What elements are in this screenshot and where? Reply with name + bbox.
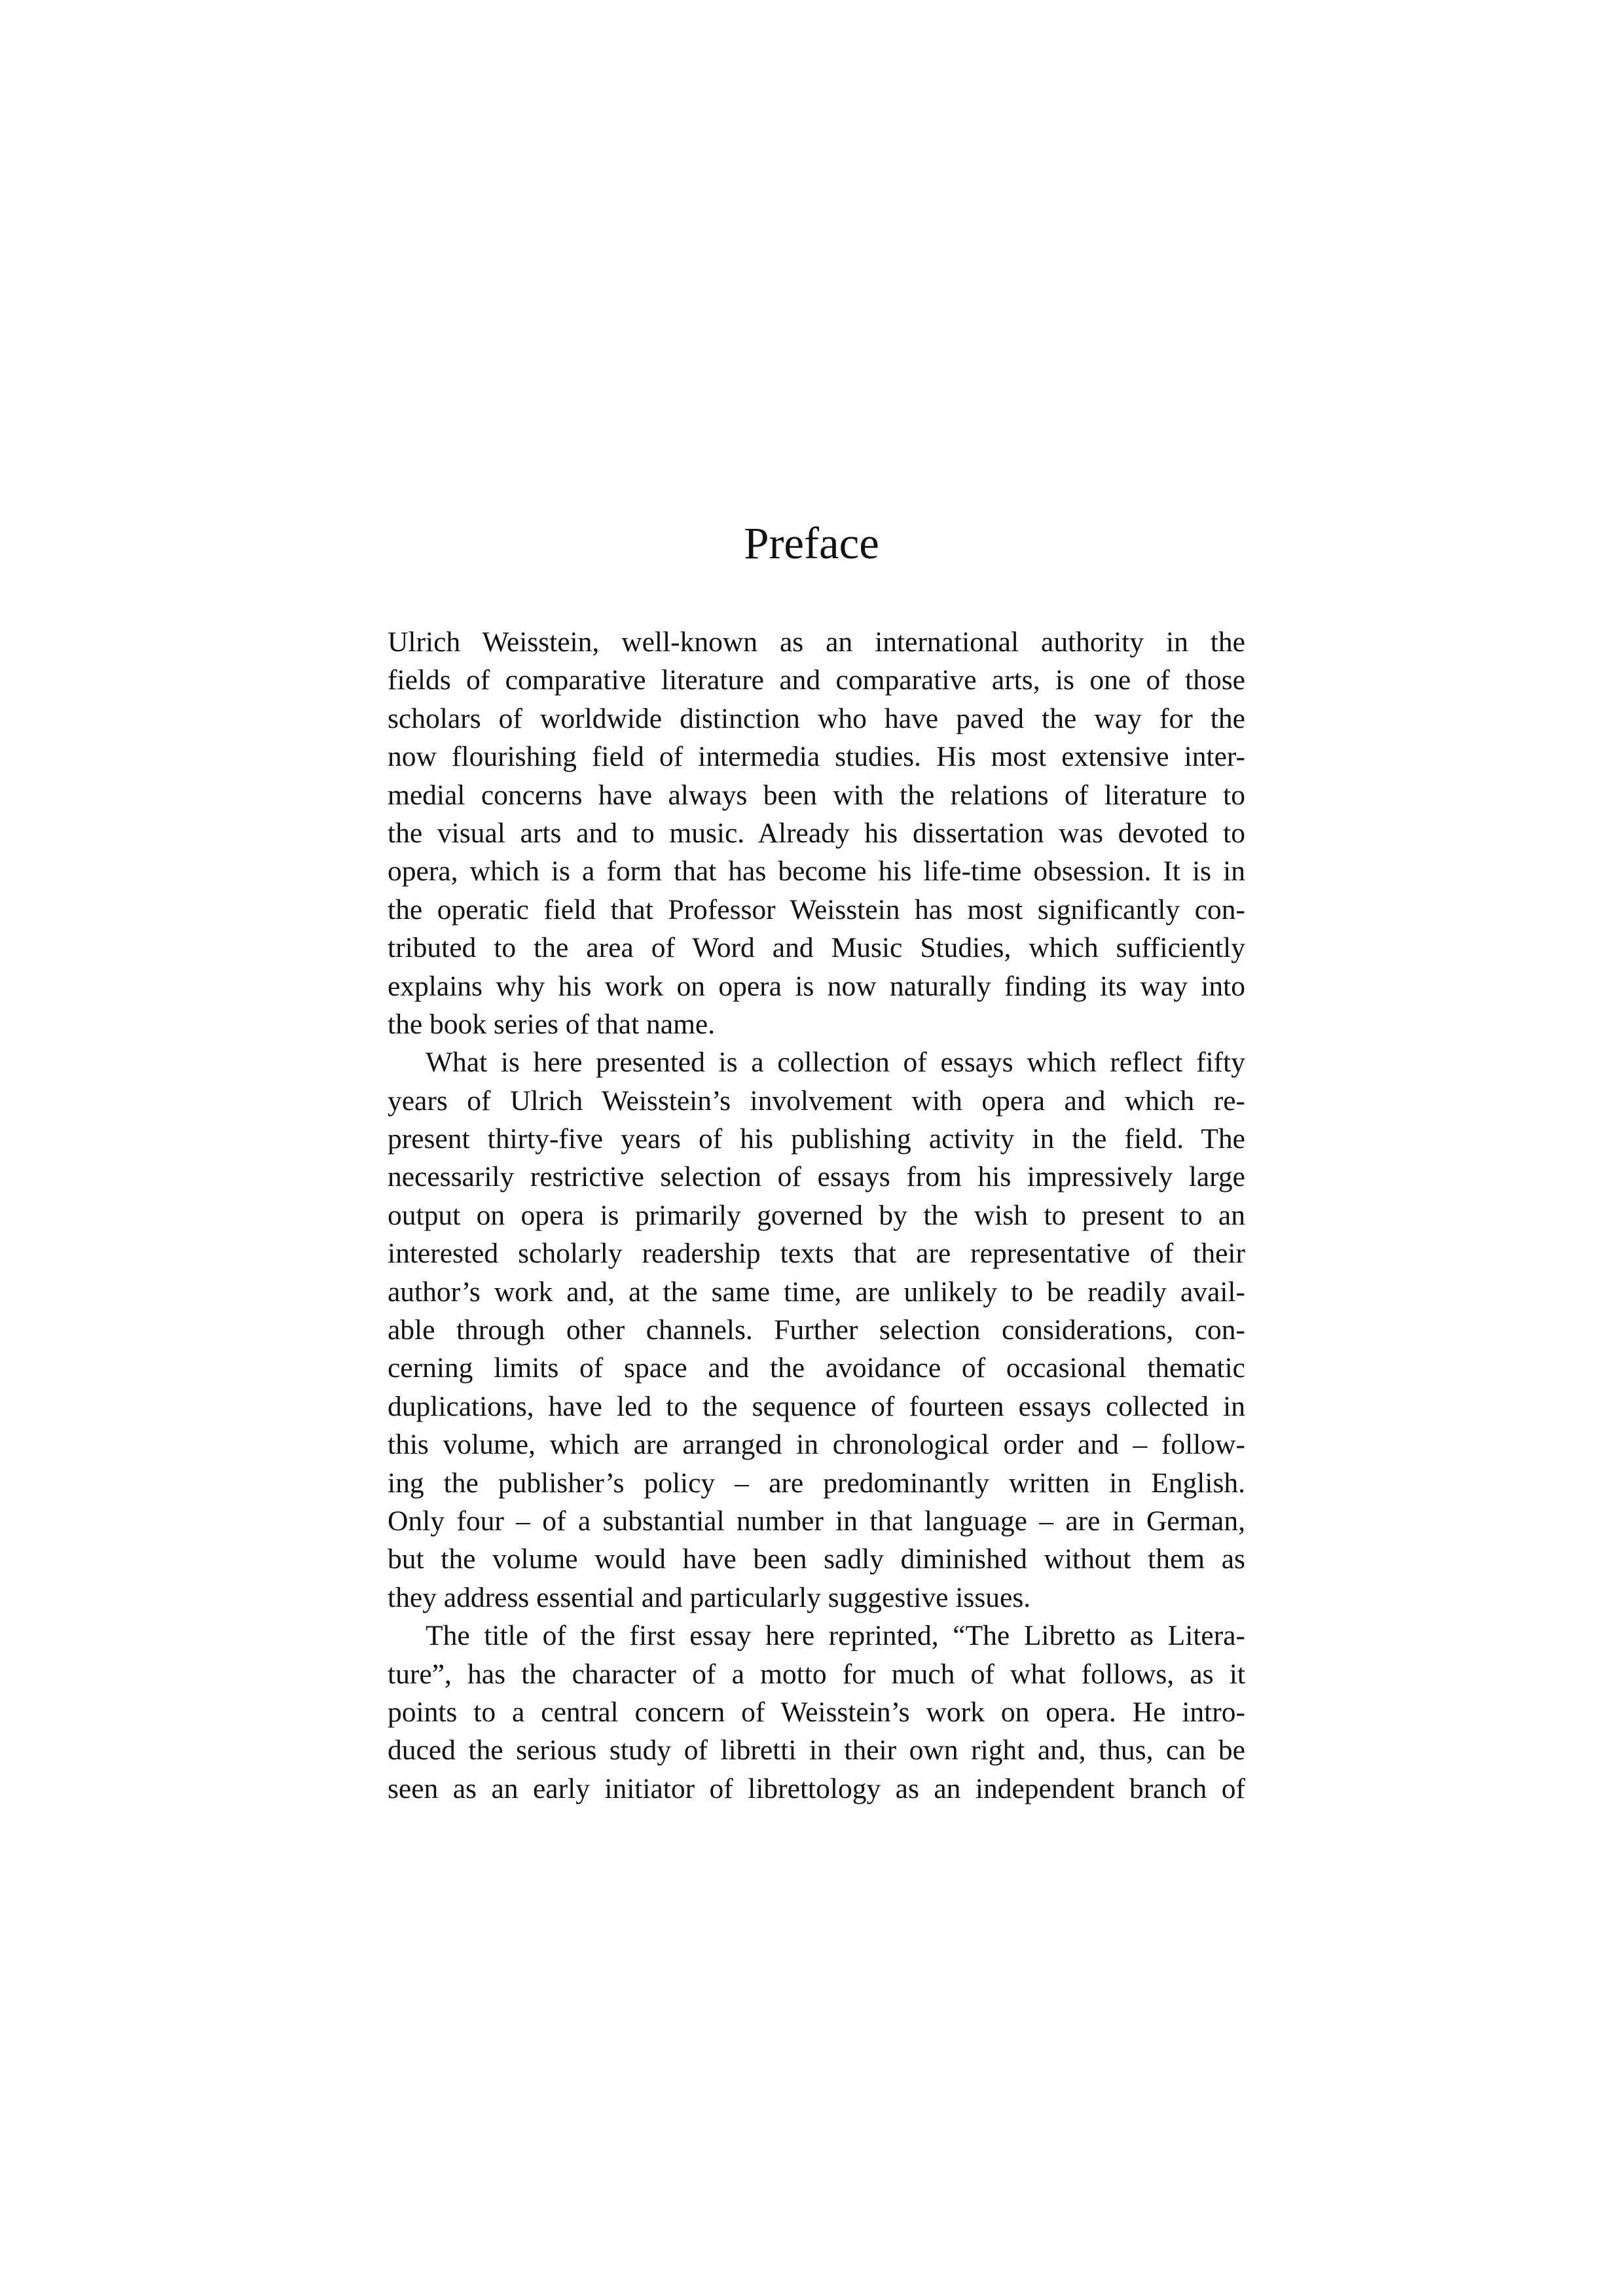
paragraph (388, 623, 1245, 1043)
paragraph (388, 1043, 1245, 1617)
text-line: Only four – of a substantial number in that language – are in German, (388, 1505, 1245, 1537)
text-line: ing the publisher’s policy – are predominantly written in English. (388, 1467, 1245, 1499)
text-line: present thirty-five years of his publishing activity in the field. The (388, 1123, 1245, 1155)
text-line: duplications, have led to the sequence of fourteen essays collected in (388, 1390, 1245, 1422)
text-line: years of Ulrich Weisstein’s involvement with opera and which re- (388, 1085, 1245, 1117)
text-line: cerning limits of space and the avoidance of occasional thematic (388, 1352, 1245, 1384)
text-line: this volume, which are arranged in chronological order and – follow- (388, 1429, 1245, 1461)
preface-body (388, 623, 1245, 1808)
text-line: fields of comparative literature and comparative arts, is one of those (388, 664, 1245, 696)
text-line: What is here presented is a collection of essays which reflect fifty (426, 1047, 1245, 1079)
text-line: medial concerns have always been with the relations of literature to (388, 779, 1245, 811)
page-title: Preface (744, 518, 879, 568)
text-line: but the volume would have been sadly diminished without them as (388, 1543, 1245, 1575)
text-line: able through other channels. Further selection considerations, con- (388, 1314, 1245, 1346)
text-line: necessarily restrictive selection of essays from his impressively large (388, 1161, 1245, 1193)
text-line: the book series of that name. (388, 1008, 716, 1040)
text-line: points to a central concern of Weisstein’s work on opera. He intro- (388, 1696, 1245, 1728)
text-line: duced the serious study of libretti in their own right and, thus, can be (388, 1734, 1245, 1767)
text-line: now flourishing field of intermedia studies. His most extensive inter- (388, 741, 1245, 773)
text-line: author’s work and, at the same time, are unlikely to be readily avail- (388, 1276, 1245, 1308)
text-line: they address essential and particularly suggestive issues. (388, 1581, 1031, 1613)
text-line: output on opera is primarily governed by the wish to present to an (388, 1199, 1245, 1231)
text-line: Ulrich Weisstein, well-known as an international authority in the (388, 626, 1245, 658)
text-line: the operatic field that Professor Weisstein has most significantly con- (388, 893, 1245, 925)
text-line: tributed to the area of Word and Music Studies, which sufficiently (388, 932, 1245, 964)
text-line: opera, which is a form that has become his life-time obsession. It is in (388, 855, 1245, 888)
text-line: ture”, has the character of a motto for much of what follows, as it (388, 1658, 1245, 1690)
paragraph (388, 1617, 1245, 1808)
text-line: explains why his work on opera is now naturally finding its way into (388, 970, 1245, 1002)
text-line: scholars of worldwide distinction who have paved the way for the (388, 702, 1245, 734)
text-line: the visual arts and to music. Already his dissertation was devoted to (388, 817, 1245, 849)
text-line: interested scholarly readership texts that are representative of their (388, 1238, 1245, 1270)
text-line: The title of the first essay here reprinted, “The Libretto as Litera- (426, 1620, 1245, 1652)
text-line: seen as an early initiator of librettology as an independent branch of (388, 1772, 1245, 1804)
